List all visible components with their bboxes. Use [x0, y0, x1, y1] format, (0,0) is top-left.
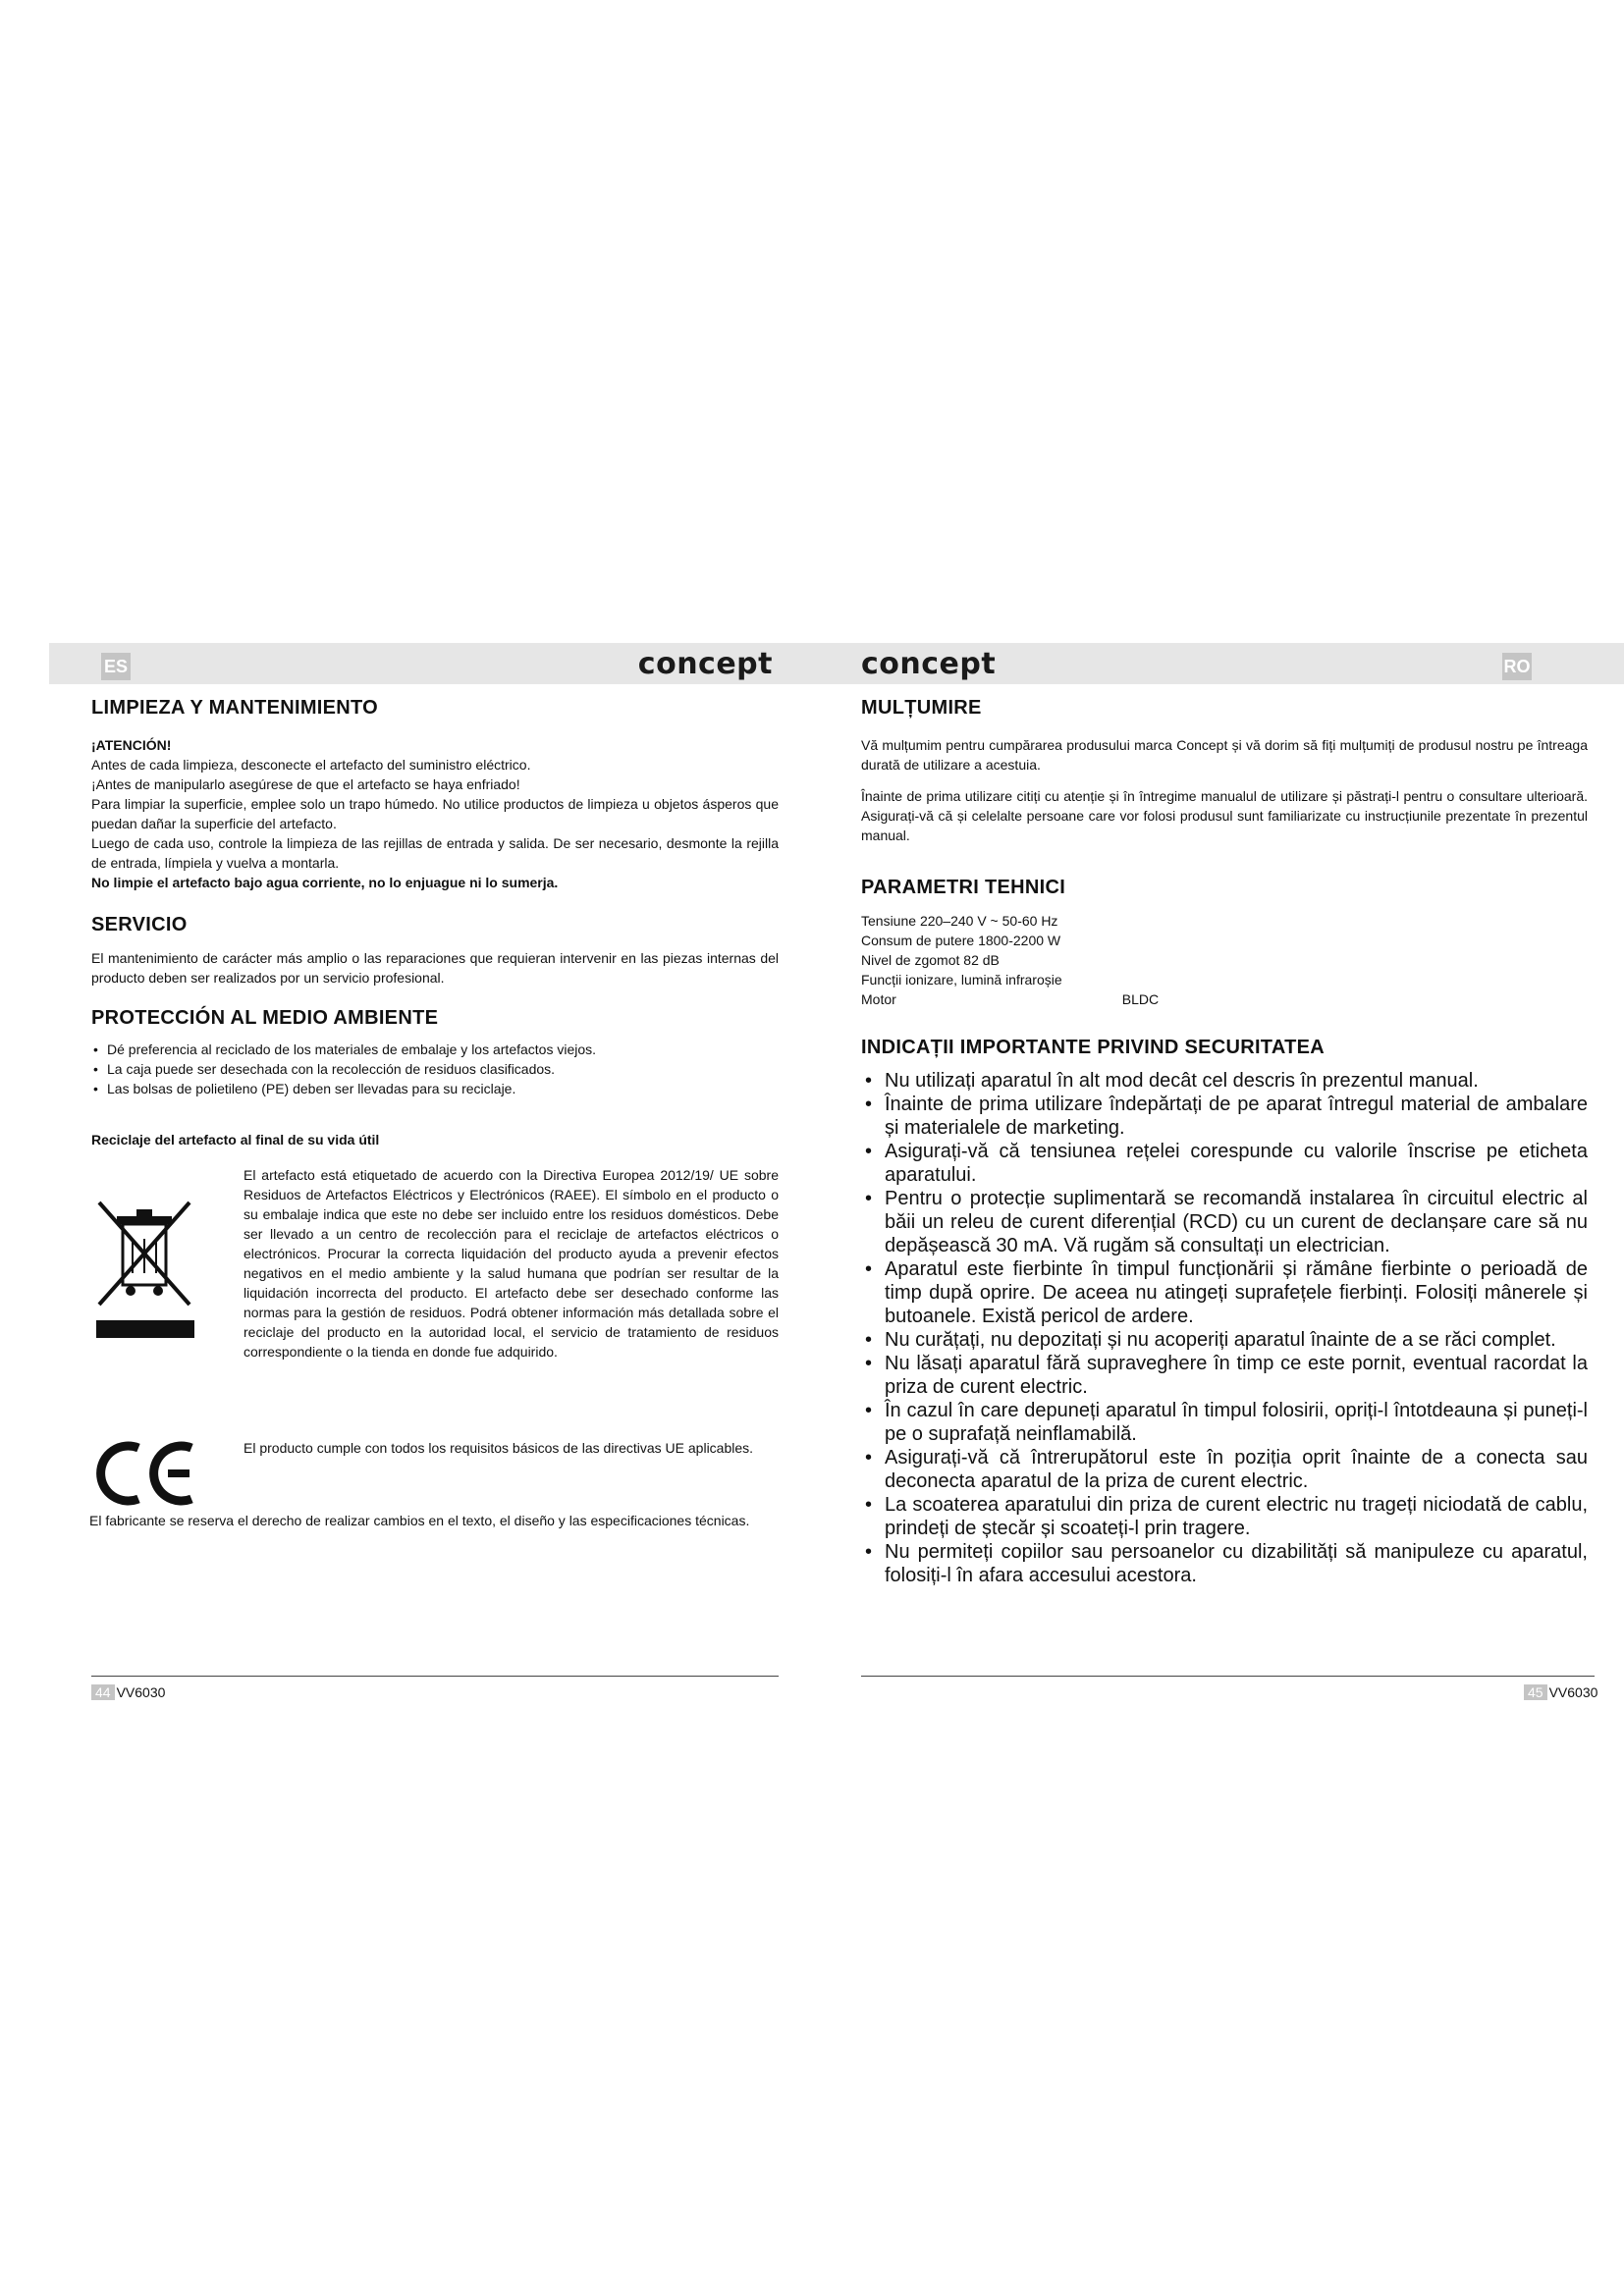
tech-label: Consum de putere: [861, 933, 975, 948]
section-title-tech: PARAMETRI TEHNICI: [861, 877, 1066, 898]
page-right: [812, 0, 1624, 2296]
tech-row: [861, 970, 1588, 989]
footer-divider: [91, 1676, 779, 1677]
safety-list: [861, 1069, 1588, 1587]
language-badge: ES: [101, 653, 131, 680]
list-item: • Nu permiteți copiilor sau persoanelor cu dizabilități să manipuleze cu aparatul, folosiți-l în afara accesului acestora.: [861, 1540, 1588, 1587]
section-title-service: SERVICIO: [91, 914, 188, 935]
list-item: • Dé preferencia al reciclado de los materiales de embalaje y los artefactos viejos.: [91, 1040, 779, 1059]
model-number: VV6030: [116, 1684, 166, 1700]
tech-value: 1800-2200 W: [978, 933, 1061, 948]
cleaning-text: ¡Antes de manipularlo asegúrese de que el artefacto se haya enfriado!: [91, 776, 520, 792]
list-item: • Pentru o protecție suplimentară se recomandă instalarea în circuitul electric al băii un releu de curent diferențial (RCD) cu un curent de declanșare care să nu depășească 30 mA. Vă rugăm să consultați un electrician.: [861, 1187, 1588, 1257]
content-es: [91, 697, 779, 1530]
list-item: • Aparatul este fierbinte în timpul funcționării și rămâne fierbinte o perioadă de timp după oprire. De aceea nu atingeți suprafețele fierbinți. Folosiți mânerele și butoanele. Există pericol de ardere.: [861, 1257, 1588, 1328]
tech-row: [861, 950, 1588, 970]
manufacturer-note: El fabricante se reserva el derecho de realizar cambios en el texto, el diseño y las especificaciones técnicas.: [89, 1513, 750, 1528]
weee-crossed-bin-icon: [91, 1195, 199, 1342]
recycling-text: El artefacto está etiquetado de acuerdo con la Directiva Europea 2012/19/ UE sobre Residuos de Artefactos Eléctricos y Electrónicos (RAEE). El símbolo en el producto o su embalaje indica que este no debe ser incluido entre los residuos domésticos. Debe ser llevado a un centro de recolección para el reciclaje de artefactos eléctricos o electrónicos. Procurar la correcta liquidación del producto ayuda a prevenir efectos negativos en el medio ambiente y la salud humana que podrían ser resultar de la liquidación incorrecta del producto. El artefacto debe ser desechado conforme las normas para la gestión de residuos. Podrá obtener información más detallada sobre el reciclaje del producto en la autoridad local, el servicio de tratamiento de residuos correspondiente o la tienda en donde fue adquirido.: [244, 1167, 779, 1360]
cleaning-text: Antes de cada limpieza, desconecte el artefacto del suministro eléctrico.: [91, 757, 531, 773]
list-item: • Las bolsas de polietileno (PE) deben ser llevadas para su reciclaje.: [91, 1079, 779, 1098]
list-item: • Asigurați-vă că tensiunea rețelei corespunde cu valorile înscrise pe eticheta aparatului.: [861, 1140, 1588, 1187]
list-item: • La scoaterea aparatului din priza de curent electric nu trageți niciodată de cablu, prindeți de ștecăr și scoateți-l prin tragere.: [861, 1493, 1588, 1540]
tech-value: 220–240 V ~ 50-60 Hz: [919, 913, 1058, 929]
attention-label: ¡ATENCIÓN!: [91, 737, 172, 753]
list-item: • Nu curățați, nu depozitați și nu acoperiți aparatul înainte de a se răci complet.: [861, 1328, 1588, 1352]
page-number: 44: [91, 1684, 115, 1700]
list-item: • În cazul în care depuneți aparatul în timpul folosirii, opriți-l întotdeauna și puneți-l pe o suprafață neinflamabilă.: [861, 1399, 1588, 1446]
brand-logo: concept: [861, 647, 997, 681]
model-number: VV6030: [1548, 1684, 1598, 1700]
service-text: El mantenimiento de carácter más amplio o las reparaciones que requieran intervenir en las piezas internas del producto deben ser realizados por un servicio profesional.: [91, 950, 779, 986]
brand-logo: concept: [637, 647, 773, 681]
tech-label: Tensiune: [861, 913, 917, 929]
section-title-environment: PROTECCIÓN AL MEDIO AMBIENTE: [91, 1007, 439, 1029]
tech-params: [861, 911, 1588, 1009]
section-title-cleaning: LIMPIEZA Y MANTENIMIENTO: [91, 697, 379, 719]
tech-row: [861, 989, 1588, 1009]
thanks-text: Înainte de prima utilizare citiți cu atenție și în întregime manualul de utilizare și păstrați-l pentru o consultare ulterioară. Asigurați-vă că și celelalte persoane care vor folosi produsul sunt familiarizate cu instrucțiunile prezentate în prezentul manual.: [861, 788, 1588, 843]
language-badge: RO: [1502, 653, 1532, 680]
tech-value: ionizare, lumină infraroșie: [905, 972, 1062, 988]
thanks-text: Vă mulțumim pentru cumpărarea produsului marca Concept și vă dorim să fiți mulțumiți de produsul nostru pe întreaga durată de utilizare a acestuia.: [861, 737, 1588, 773]
ce-block: [91, 1438, 779, 1507]
ce-mark-icon: [91, 1438, 199, 1507]
page-footer: [1524, 1684, 1597, 1700]
page-footer: [91, 1684, 165, 1700]
tech-value: 82 dB: [963, 952, 1000, 968]
content-ro: [861, 697, 1588, 1587]
tech-label: Motor: [861, 991, 896, 1007]
ce-text: El producto cumple con todos los requisitos básicos de las directivas UE aplicables.: [244, 1440, 754, 1456]
list-item: • Asigurați-vă că întrerupătorul este în poziția oprit înainte de a conecta sau deconecta aparatul de la priza de curent electric.: [861, 1446, 1588, 1493]
list-item: • Înainte de prima utilizare îndepărtați de pe aparat întregul material de ambalare și materialele de marketing.: [861, 1093, 1588, 1140]
cleaning-warning: No limpie el artefacto bajo agua corriente, no lo enjuague ni lo sumerja.: [91, 875, 559, 890]
list-item: • La caja puede ser desechada con la recolección de residuos clasificados.: [91, 1059, 779, 1079]
tech-label: Nivel de zgomot: [861, 952, 960, 968]
header-bar: [49, 643, 812, 684]
environment-list: [91, 1040, 779, 1098]
recycling-block: [91, 1165, 779, 1430]
cleaning-text: Para limpiar la superficie, emplee solo un trapo húmedo. No utilice productos de limpieza u objetos ásperos que puedan dañar la superficie del artefacto.: [91, 796, 779, 831]
list-item: • Nu lăsați aparatul fără supraveghere în timp ce este pornit, eventual racordat la priza de curent electric.: [861, 1352, 1588, 1399]
section-title-safety: INDICAȚII IMPORTANTE PRIVIND SECURITATEA: [861, 1037, 1325, 1058]
header-bar: [812, 643, 1624, 684]
section-title-thanks: MULȚUMIRE: [861, 697, 982, 719]
tech-label: Funcții: [861, 972, 902, 988]
list-item: • Nu utilizați aparatul în alt mod decât cel descris în prezentul manual.: [861, 1069, 1588, 1093]
footer-divider: [861, 1676, 1595, 1677]
tech-row: [861, 931, 1588, 950]
recycling-title: Reciclaje del artefacto al final de su vida útil: [91, 1132, 380, 1148]
tech-row: [861, 911, 1588, 931]
tech-value: BLDC: [1121, 991, 1160, 1007]
cleaning-text: Luego de cada uso, controle la limpieza de las rejillas de entrada y salida. De ser necesario, desmonte la rejilla de entrada, límpiela y vuelva a montarla.: [91, 835, 779, 871]
page-number: 45: [1524, 1684, 1547, 1700]
